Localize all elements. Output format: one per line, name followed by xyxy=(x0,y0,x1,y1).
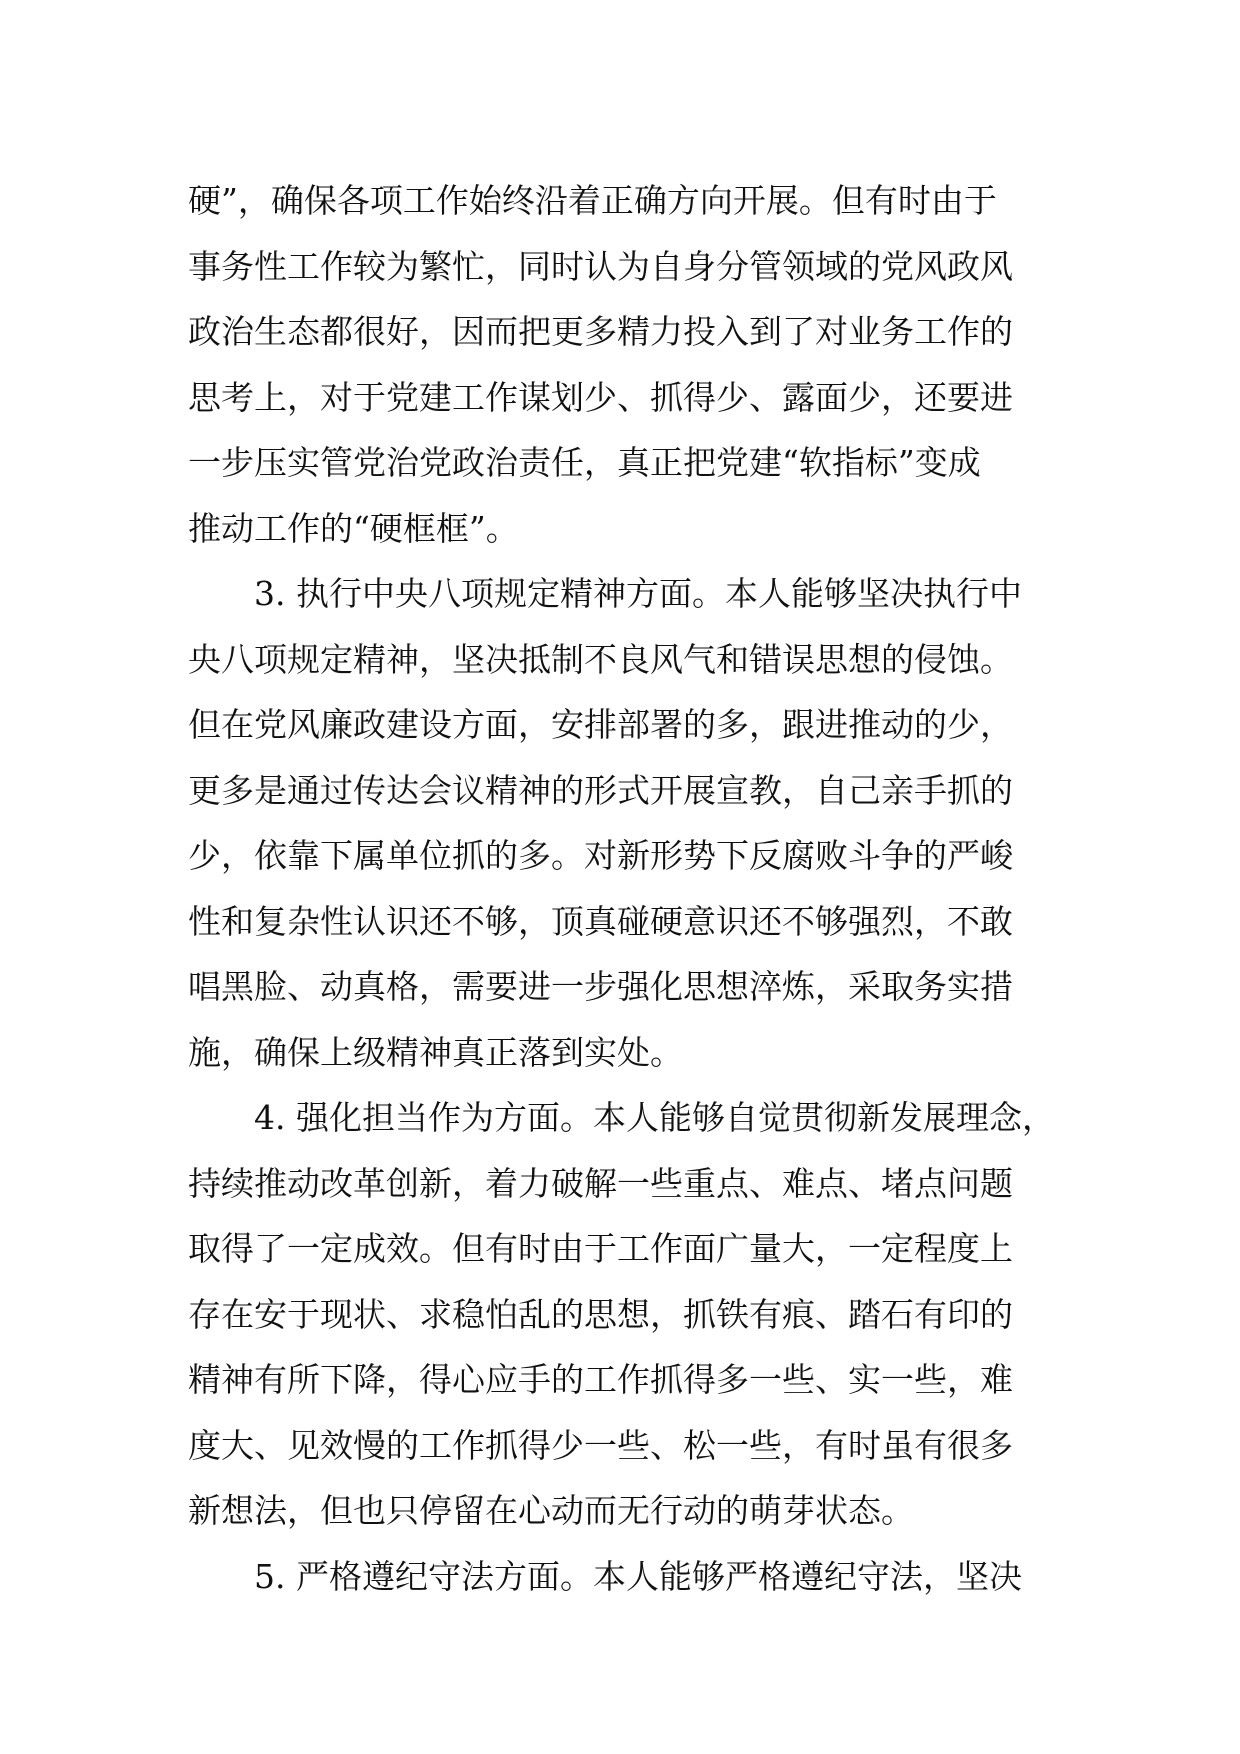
section-3-heading-line: 3. 执行中央八项规定精神方面。本人能够坚决执行中 xyxy=(254,574,1022,613)
text-line-13: 唱黑脸、动真格，需要进一步强化思想淬炼，采取务实措 xyxy=(188,967,1013,1006)
text-line-14: 施，确保上级精神真正落到实处。 xyxy=(188,1032,683,1072)
text-line-8: 央八项规定精神，坚决抵制不良风气和错误思想的侵蚀。 xyxy=(188,639,1013,679)
text-line-16: 持续推动改革创新，着力破解一些重点、难点、堵点问题 xyxy=(188,1163,1013,1203)
text-line-2: 事务性工作较为繁忙，同时认为自身分管领域的党风政风 xyxy=(188,246,1013,286)
text-line-12: 性和复杂性认识还不够，顶真碰硬意识还不够强烈，不敢 xyxy=(188,901,1013,941)
text-line-11: 少，依靠下属单位抓的多。对新形势下反腐败斗争的严峻 xyxy=(188,836,1013,875)
text-line-1: 硬”，确保各项工作始终沿着正确方向开展。但有时由于 xyxy=(188,181,997,220)
document-body xyxy=(188,168,1108,1609)
text-line-20: 度大、见效慢的工作抓得少一些、松一些，有时虽有很多 xyxy=(188,1425,1013,1465)
text-line-21: 新想法，但也只停留在心动而无行动的萌芽状态。 xyxy=(188,1491,914,1530)
section-4-heading-line: 4. 强化担当作为方面。本人能够自觉贯彻新发展理念， xyxy=(254,1098,1055,1137)
text-line-17: 取得了一定成效。但有时由于工作面广量大，一定程度上 xyxy=(188,1229,1013,1268)
text-line-6: 推动工作的“硬框框”。 xyxy=(188,508,519,548)
text-line-19: 精神有所下降，得心应手的工作抓得多一些、实一些，难 xyxy=(188,1360,1013,1399)
text-line-3: 政治生态都很好，因而把更多精力投入到了对业务工作的 xyxy=(188,312,1013,351)
text-line-4: 思考上，对于党建工作谋划少、抓得少、露面少，还要进 xyxy=(188,377,1013,417)
text-line-10: 更多是通过传达会议精神的形式开展宣教，自己亲手抓的 xyxy=(188,770,1013,810)
section-5-heading-line: 5. 严格遵纪守法方面。本人能够严格遵纪守法，坚决 xyxy=(254,1556,1022,1596)
text-line-18: 存在安于现状、求稳怕乱的思想，抓铁有痕、踏石有印的 xyxy=(188,1294,1013,1334)
text-line-9: 但在党风廉政建设方面，安排部署的多，跟进推动的少， xyxy=(188,705,1013,744)
text-line-5: 一步压实管党治党政治责任，真正把党建“软指标”变成 xyxy=(188,443,981,482)
